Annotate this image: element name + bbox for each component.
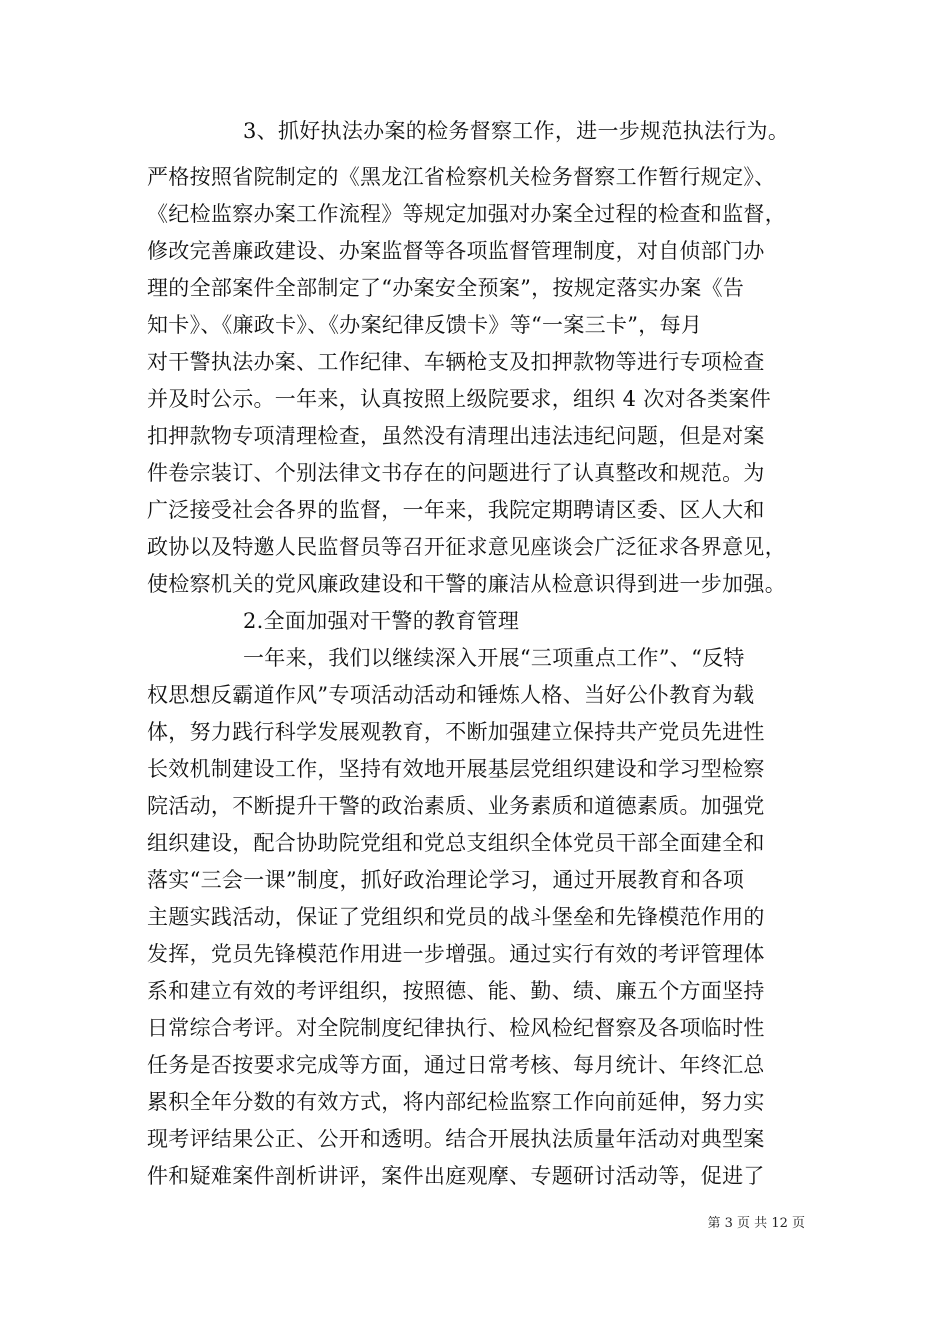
page-number: 第 3 页 共 12 页: [707, 1216, 805, 1231]
paragraph-line: 院活动，不断提升干警的政治素质、业务素质和道德素质。加强党: [147, 794, 765, 818]
paragraph-line: 《纪检监察办案工作流程》等规定加强对办案全过程的检查和监督，: [147, 202, 786, 226]
paragraph-line: 件和疑难案件剖析讲评，案件出庭观摩、专题研讨活动等，促进了: [147, 1164, 765, 1188]
paragraph-line: 长效机制建设工作，坚持有效地开展基层党组织建设和学习型检察: [147, 757, 765, 781]
paragraph-line: 日常综合考评。对全院制度纪律执行、检风检纪督察及各项临时性: [147, 1016, 765, 1040]
paragraph-line: 严格按照省院制定的《黑龙江省检察机关检务督察工作暂行规定》、: [147, 165, 776, 189]
paragraph-line: 发挥，党员先锋模范作用进一步增强。通过实行有效的考评管理体: [147, 942, 765, 966]
paragraph-line: 知卡》、《廉政卡》、《办案纪律反馈卡》等“一案三卡”，每月: [147, 313, 703, 337]
paragraph-line: 3、抓好执法办案的检务督察工作，进一步规范执法行为。: [243, 119, 790, 143]
section-heading: 2.全面加强对干警的教育管理: [243, 609, 520, 633]
paragraph-line: 并及时公示。一年来，认真按照上级院要求，组织 4 次对各类案件: [147, 387, 772, 411]
paragraph-line: 修改完善廉政建设、办案监督等各项监督管理制度，对自侦部门办: [147, 239, 765, 263]
paragraph-line: 使检察机关的党风廉政建设和干警的廉洁从检意识得到进一步加强。: [147, 572, 786, 596]
paragraph-line: 现考评结果公正、公开和透明。结合开展执法质量年活动对典型案: [147, 1127, 765, 1151]
paragraph-line: 组织建设，配合协助院党组和党总支组织全体党员干部全面建全和: [147, 831, 765, 855]
paragraph-line: 扣押款物专项清理检查，虽然没有清理出违法违纪问题，但是对案: [147, 424, 765, 448]
paragraph-line: 对干警执法办案、工作纪律、车辆枪支及扣押款物等进行专项检查: [147, 350, 765, 374]
paragraph-line: 权思想反霸道作风”专项活动活动和锤炼人格、当好公仆教育为载: [147, 683, 755, 707]
paragraph-line: 系和建立有效的考评组织，按照德、能、勤、绩、廉五个方面坚持: [147, 979, 765, 1003]
paragraph-line: 任务是否按要求完成等方面，通过日常考核、每月统计、年终汇总: [147, 1053, 765, 1077]
paragraph-line: 一年来，我们以继续深入开展“三项重点工作”、“反特: [243, 646, 745, 670]
paragraph-line: 落实“三会一课”制度，抓好政治理论学习，通过开展教育和各项: [147, 868, 745, 892]
paragraph-line: 体，努力践行科学发展观教育，不断加强建立保持共产党员先进性: [147, 720, 765, 744]
paragraph-line: 累积全年分数的有效方式，将内部纪检监察工作向前延伸，努力实: [147, 1090, 765, 1114]
paragraph-line: 政协以及特邀人民监督员等召开征求意见座谈会广泛征求各界意见，: [147, 535, 786, 559]
paragraph-line: 件卷宗装订、个别法律文书存在的问题进行了认真整改和规范。为: [147, 461, 765, 485]
paragraph-line: 广泛接受社会各界的监督，一年来，我院定期聘请区委、区人大和: [147, 498, 765, 522]
paragraph-line: 理的全部案件全部制定了“办案安全预案”，按规定落实办案《告: [147, 276, 745, 300]
paragraph-line: 主题实践活动，保证了党组织和党员的战斗堡垒和先锋模范作用的: [147, 905, 765, 929]
